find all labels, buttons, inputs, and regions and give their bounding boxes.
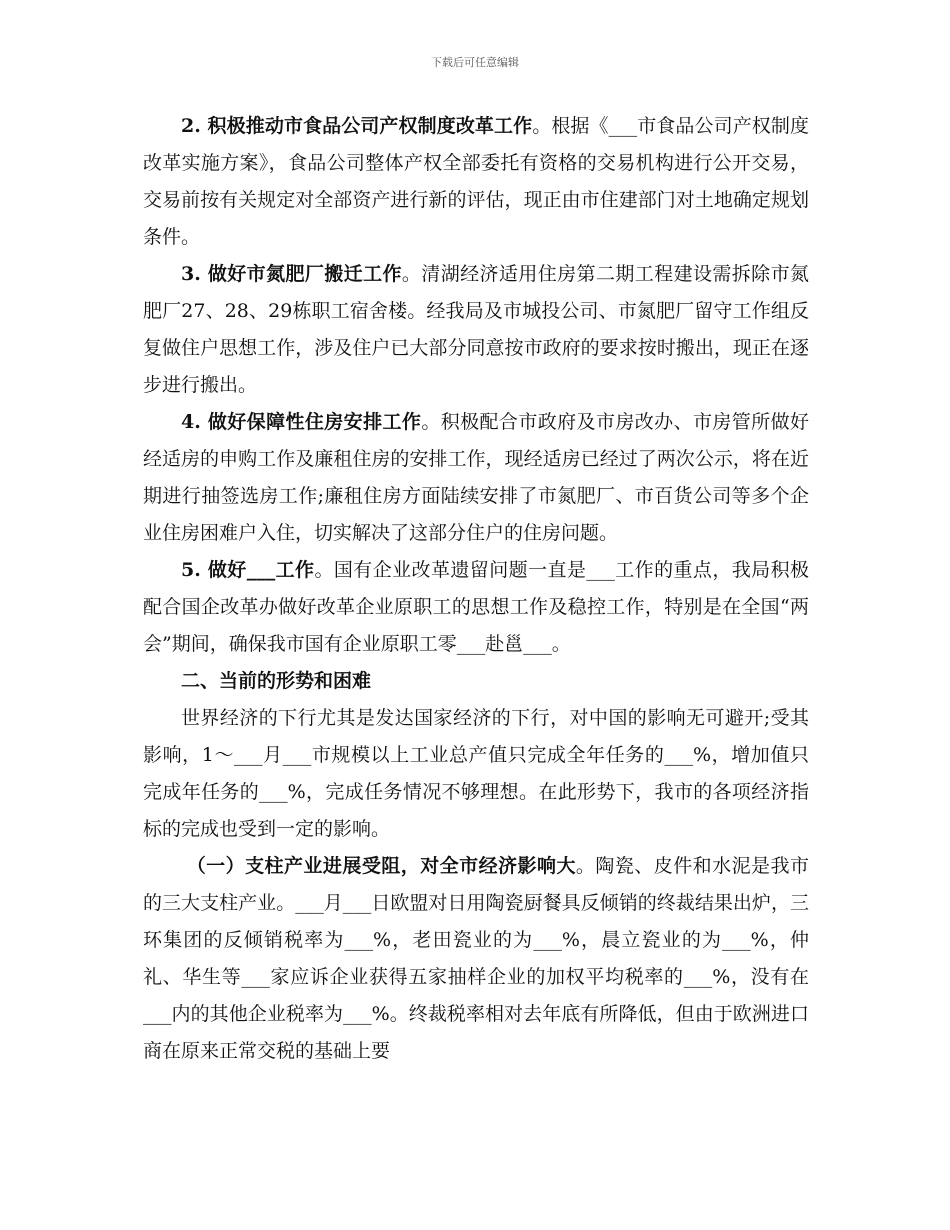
section-title: 二、当前的形势和困难 <box>181 670 372 692</box>
paragraph-text: 。国有企业改革遗留问题一直是___工作的重点，我局积极配合国企改革办做好改革企业原职工的思想工作及稳控工作，特别是在全国“两会”期间，确保我市国有企业原职工零___赴邕___。 <box>143 559 809 655</box>
document-body <box>143 108 809 1070</box>
paragraph-text: 。陶瓷、皮件和水泥是我市的三大支柱产业。___月___日欧盟对日用陶瓷厨餐具反倾销的终裁结果出炉，三环集团的反倾销税率为___%，老田瓷业的为___%，晨立瓷业的为___%，仲礼、华生等___家应诉企业获得五家抽样企业的加权平均税率的___%，没有在___内的其他企业税率为___%。终裁税率相对去年底有所降低，但由于欧洲进口商在原来正常交税的基础上要 <box>143 855 809 1062</box>
paragraph-lead: 5. 做好___工作 <box>181 559 315 581</box>
paragraph-lead: （一）支柱产业进展受阻，对全市经济影响大 <box>186 855 576 877</box>
paragraph-pillar-industry <box>143 848 809 1070</box>
paragraph-text: 。清湖经济适用住房第二期工程建设需拆除市氮肥厂27、28、29栋职工宿舍楼。经我局及市城投公司、市氮肥厂留守工作组反复做住户思想工作，涉及住户已大部分同意按市政府的要求按时搬出，现正在逐步进行搬出。 <box>143 263 809 396</box>
paragraph-housing <box>143 404 809 552</box>
paragraph-text: 。积极配合市政府及市房改办、市房管所做好经适房的申购工作及廉租住房的安排工作，现经适房已经过了两次公示，将在近期进行抽签选房工作;廉租住房方面陆续安排了市氮肥厂、市百货公司等多个企业住房困难户入住，切实解决了这部分住户的住房问题。 <box>143 411 809 544</box>
paragraph-lead: 2. 积极推动市食品公司产权制度改革工作 <box>181 115 533 137</box>
paragraph-stability <box>143 552 809 663</box>
paragraph-text: 。根据《___市食品公司产权制度改革实施方案》，食品公司整体产权全部委托有资格的交易机构进行公开交易，交易前按有关规定对全部资产进行新的评估，现正由市住建部门对土地确定规划条件。 <box>143 115 809 248</box>
paragraph-lead: 3. 做好市氮肥厂搬迁工作 <box>181 263 402 285</box>
paragraph-economy: 世界经济的下行尤其是发达国家经济的下行，对中国的影响无可避开;受其影响，1～___月___市规模以上工业总产值只完成全年任务的___%，增加值只完成年任务的___%，完成任务情况不够理想。在此形势下，我市的各项经济指标的完成也受到一定的影响。 <box>143 707 809 840</box>
paragraph-food-company <box>143 108 809 256</box>
paragraph-lead: 4. 做好保障性住房安排工作 <box>181 411 422 433</box>
paragraph-fertilizer-plant <box>143 256 809 404</box>
page-header: 下载后可任意编辑 <box>431 56 519 69</box>
